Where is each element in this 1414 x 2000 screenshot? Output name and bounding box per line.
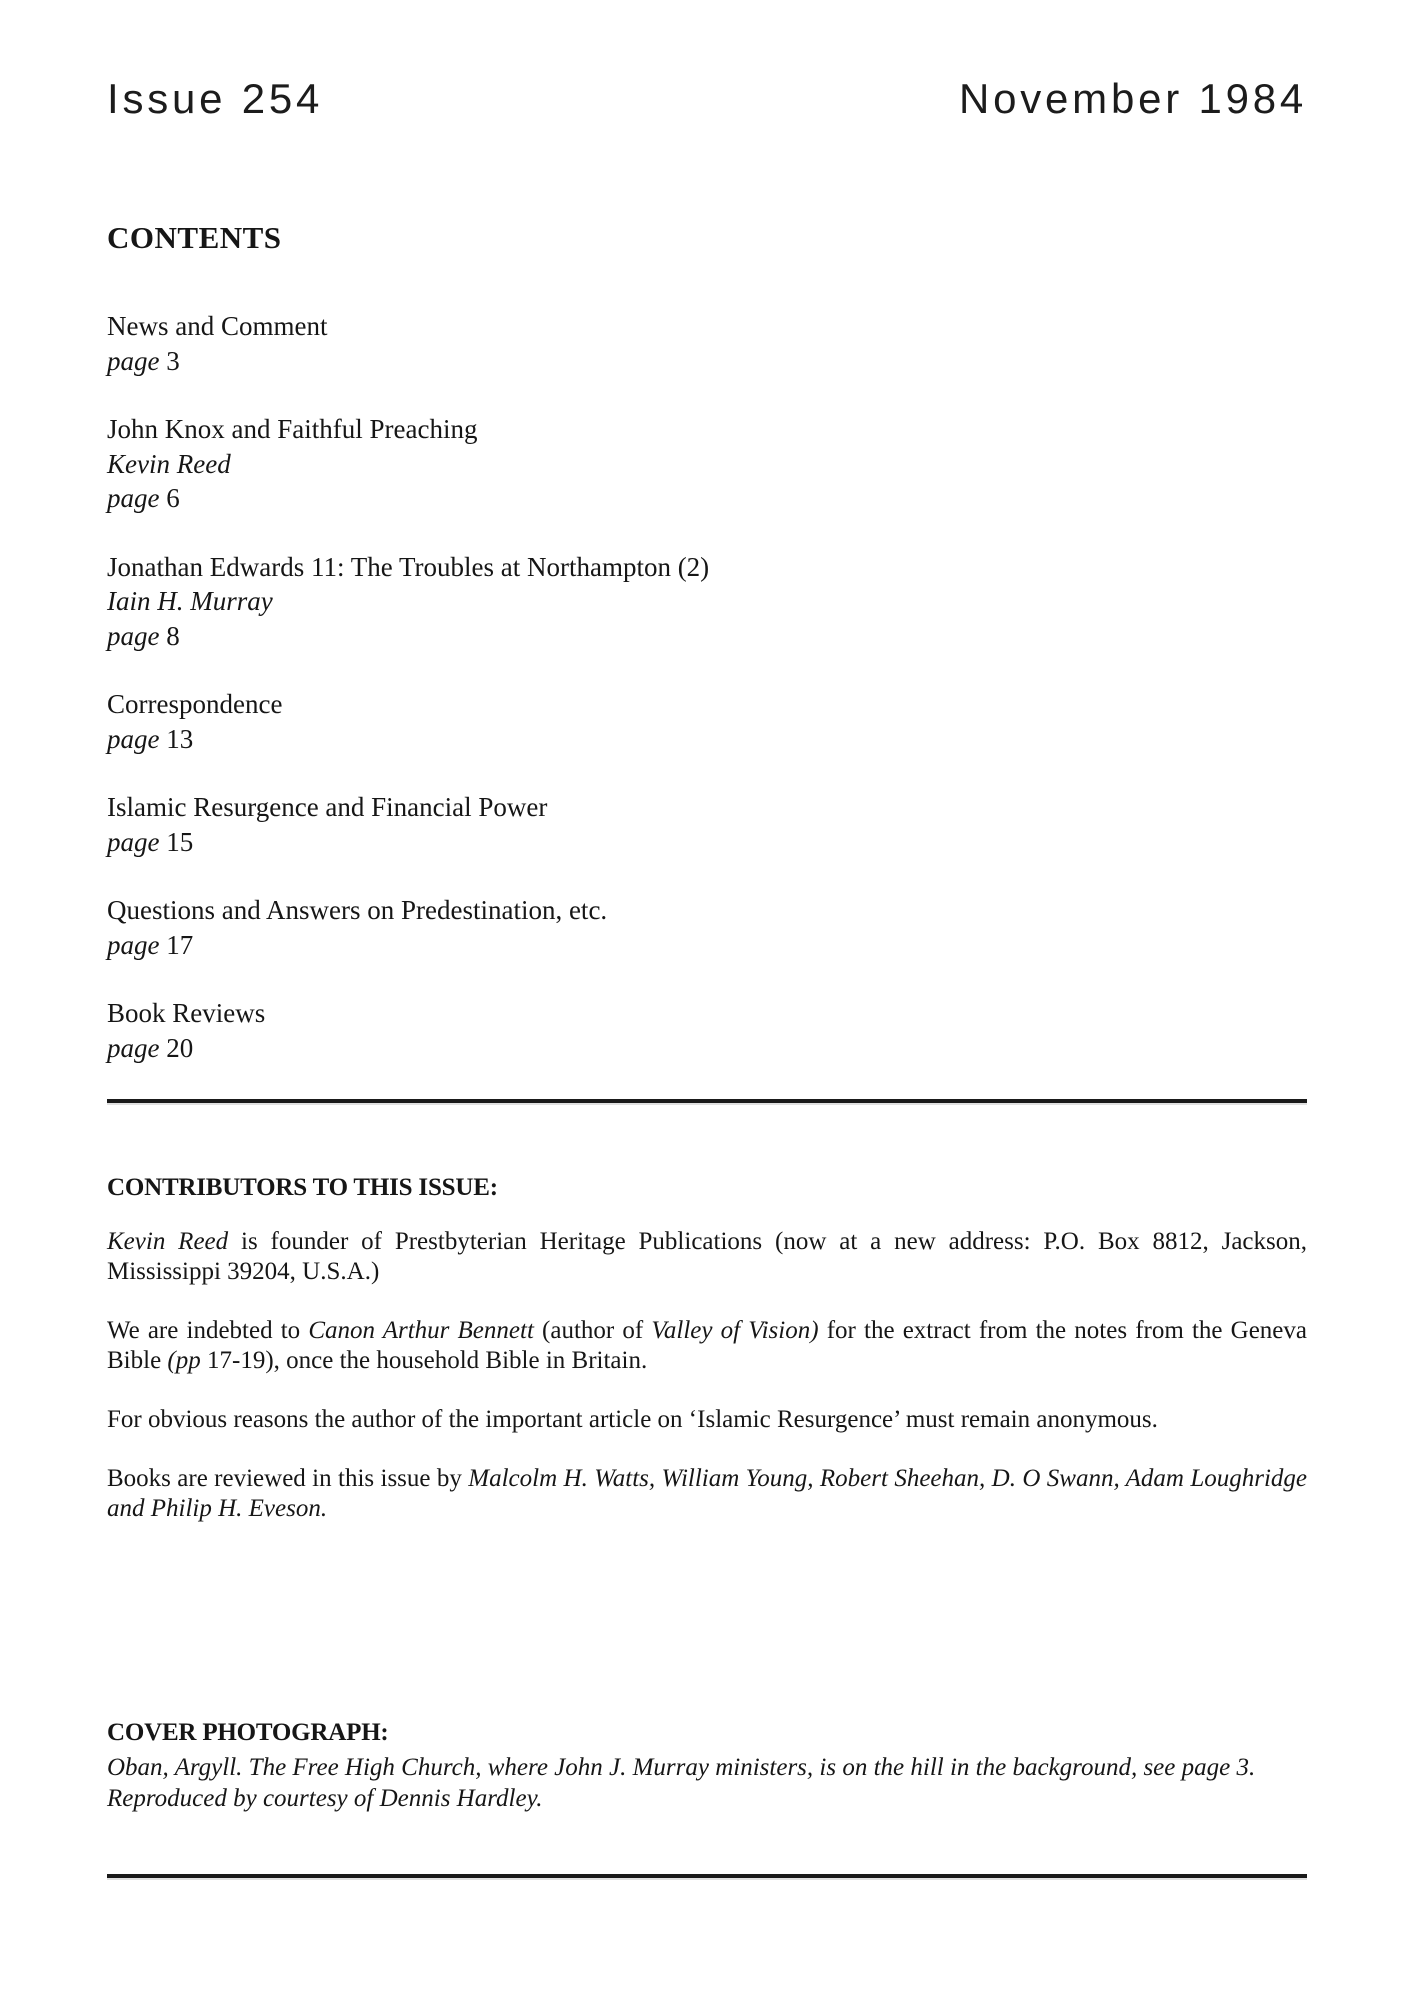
toc-entry-page xyxy=(107,344,1307,379)
toc-entry-page xyxy=(107,1031,1307,1066)
toc-page-word: page xyxy=(107,345,160,376)
cover-photo-heading: COVER PHOTOGRAPH: xyxy=(107,1719,389,1746)
contributors-heading: CONTRIBUTORS TO THIS ISSUE: xyxy=(107,1174,498,1201)
toc-page-number: 17 xyxy=(166,929,194,960)
paragraph-segment: For obvious reasons the author of the important article on ‘Islamic Resurgence’ must remain anonymous. xyxy=(107,1406,1158,1433)
toc-page-word: page xyxy=(107,723,160,754)
toc-page-word: page xyxy=(107,620,160,651)
toc-page-word: page xyxy=(107,826,160,857)
toc-entry-title: Book Reviews xyxy=(107,998,266,1028)
toc-entry xyxy=(107,309,1307,378)
paragraph-segment: Books are reviewed in this issue by xyxy=(107,1465,469,1492)
bottom-divider-rule xyxy=(107,1874,1307,1878)
contributor-paragraph xyxy=(107,1464,1307,1524)
toc-entry-page xyxy=(107,481,1307,516)
paragraph-segment: Valley of Vision) xyxy=(651,1317,819,1344)
toc-entry xyxy=(107,790,1307,859)
toc-entry-page xyxy=(107,619,1307,654)
toc-entry-title: Islamic Resurgence and Financial Power xyxy=(107,792,548,822)
toc-entry-title: Correspondence xyxy=(107,689,283,719)
toc-entry-title: News and Comment xyxy=(107,311,328,341)
toc-entry-page xyxy=(107,825,1307,860)
paragraph-segment: 17-19), once the household Bible in Britain. xyxy=(200,1347,648,1374)
contributors-paragraphs xyxy=(107,1227,1307,1524)
toc-page-word: page xyxy=(107,483,160,513)
paragraph-segment: Kevin Reed xyxy=(107,1228,229,1255)
toc-page-word: page xyxy=(107,1032,160,1063)
paragraph-segment: We are indebted to xyxy=(107,1317,309,1344)
issue-number: Issue 254 xyxy=(107,75,324,122)
issue-date: November 1984 xyxy=(959,75,1307,122)
contributor-paragraph xyxy=(107,1227,1307,1287)
toc-entry xyxy=(107,550,1307,654)
contents-list xyxy=(107,309,1307,1065)
paragraph-segment: for the extract from the notes from the Geneva Bible xyxy=(107,1317,1307,1374)
contributors-section xyxy=(107,1175,1307,1524)
contributor-paragraph xyxy=(107,1316,1307,1376)
toc-page-number: 13 xyxy=(166,723,194,754)
toc-entry-author: Iain H. Murray xyxy=(107,586,273,616)
toc-page-number: 15 xyxy=(166,826,194,857)
toc-entry-author: Kevin Reed xyxy=(107,448,231,479)
paragraph-segment: Malcolm H. Watts, William Young, Robert Sheehan, D. O Swann, Adam Loughridge and Philip H. Eveson. xyxy=(107,1465,1308,1522)
masthead xyxy=(107,75,1307,122)
paragraph-segment: (pp xyxy=(167,1347,201,1374)
toc-page-word: page xyxy=(107,929,160,960)
top-divider-rule xyxy=(107,1099,1307,1103)
toc-entry xyxy=(107,687,1307,756)
paragraph-segment: (author of xyxy=(533,1317,652,1344)
cover-photo-section xyxy=(107,1720,1307,1814)
toc-page-number: 20 xyxy=(166,1032,194,1063)
toc-entry-page xyxy=(107,928,1307,963)
paragraph-segment: Canon Arthur Bennett xyxy=(308,1317,534,1344)
toc-entry-page xyxy=(107,722,1307,757)
toc-entry-title: Questions and Answers on Predestination, etc. xyxy=(107,895,608,925)
toc-entry xyxy=(107,412,1307,516)
toc-entry-title: John Knox and Faithful Preaching xyxy=(107,414,478,444)
toc-entry-title: Jonathan Edwards 11: The Troubles at Northampton (2) xyxy=(107,551,710,582)
toc-entry xyxy=(107,893,1307,962)
contents-heading: CONTENTS xyxy=(107,220,282,255)
toc-entry xyxy=(107,996,1307,1065)
contributor-paragraph xyxy=(107,1405,1307,1435)
toc-page-number: 8 xyxy=(166,620,180,651)
cover-photo-caption: Oban, Argyll. The Free High Church, where John J. Murray ministers, is on the hill in the background, see page 3. Reproduced by courtesy of Dennis Hardley. xyxy=(107,1754,1256,1812)
paragraph-segment: is founder of Prestbyterian Heritage Publications (now at a new address: P.O. Box 8812, Jackson, Mississippi 39204, U.S.A.) xyxy=(107,1228,1307,1285)
toc-page-number: 3 xyxy=(166,345,180,376)
toc-page-number: 6 xyxy=(166,483,180,513)
